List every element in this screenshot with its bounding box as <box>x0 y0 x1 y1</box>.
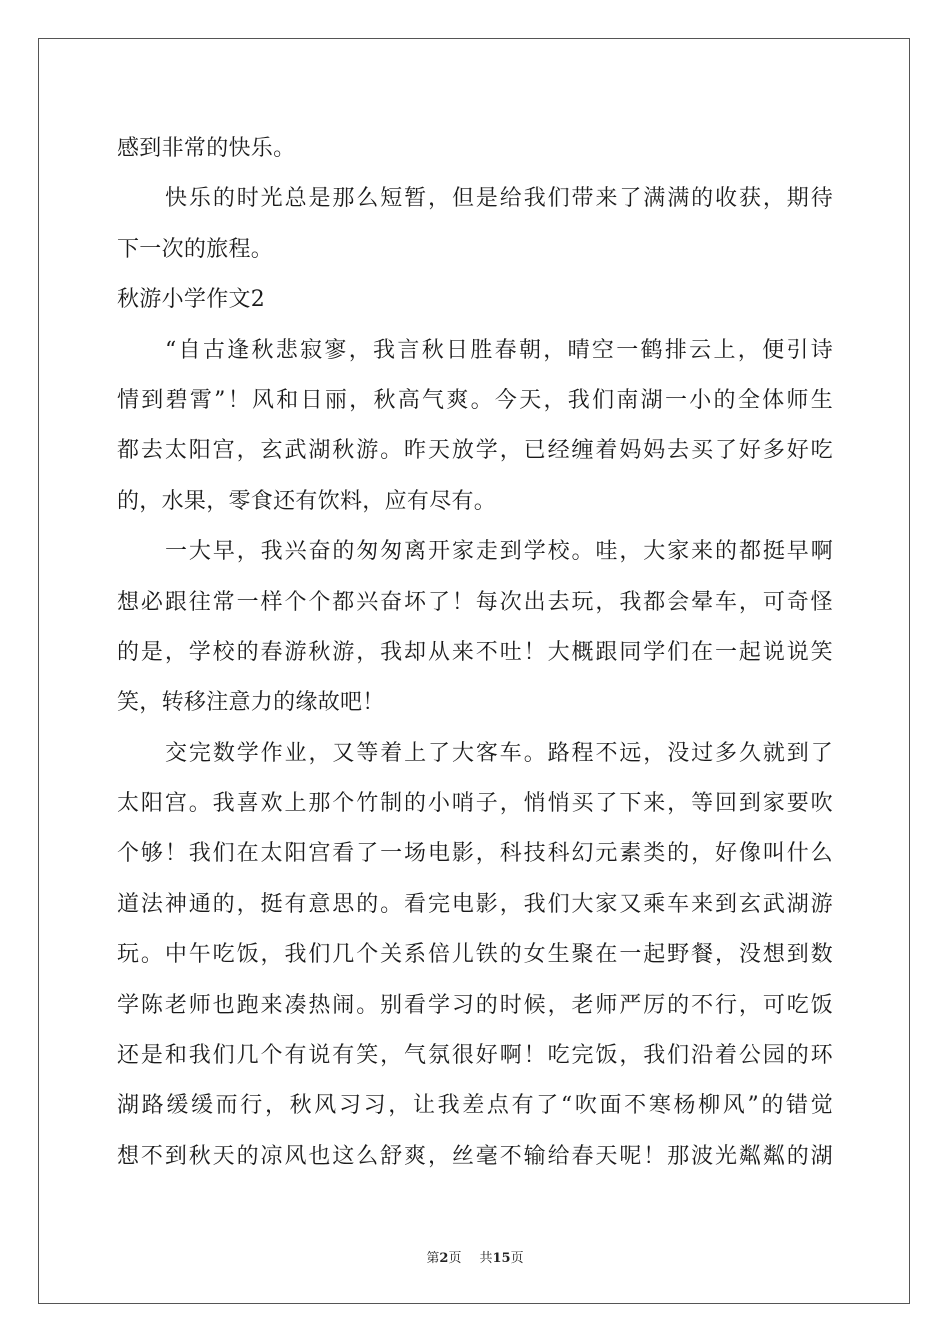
text-line: “自古逢秋悲寂寥，我言秋日胜春朝，晴空一鹤排云上，便引诗 <box>165 337 833 363</box>
footer-total-prefix: 共 <box>479 1251 493 1266</box>
section-heading: 秋游小学作文2 <box>117 287 266 313</box>
text-line: 个够！我们在太阳宫看了一场电影，科技科幻元素类的，好像叫什么 <box>117 841 833 867</box>
text-line: 情到碧霄”！风和日丽，秋高气爽。今天，我们南湖一小的全体师生 <box>117 387 833 413</box>
text-line: 学陈老师也跑来凑热闹。别看学习的时候，老师严厉的不行，可吃饭 <box>117 992 833 1018</box>
document-body <box>117 124 833 1182</box>
text-line: 还是和我们几个有说有笑，气氛很好啊！吃完饭，我们沿着公园的环 <box>117 1043 833 1069</box>
text-line: 想不到秋天的凉风也这么舒爽，丝毫不输给春天呢！那波光粼粼的湖 <box>117 1143 833 1169</box>
text-line: 下一次的旅程。 <box>117 236 274 262</box>
text-line: 交完数学作业，又等着上了大客车。路程不远，没过多久就到了 <box>165 740 833 766</box>
text-line: 湖路缓缓而行，秋风习习，让我差点有了“吹面不寒杨柳风”的错觉 <box>117 1093 833 1119</box>
text-line: 都去太阳宫，玄武湖秋游。昨天放学，已经缠着妈妈去买了好多好吃 <box>117 438 833 464</box>
text-line: 快乐的时光总是那么短暂，但是给我们带来了满满的收获，期待 <box>165 186 833 212</box>
current-page-number: 2 <box>439 1251 449 1266</box>
page-footer <box>0 1247 950 1266</box>
text-line: 笑，转移注意力的缘故吧！ <box>117 690 385 716</box>
text-line: 想必跟往常一样个个都兴奋坏了！每次出去玩，我都会晕车，可奇怪 <box>117 589 833 615</box>
text-line: 的，水果，零食还有饮料，应有尽有。 <box>117 488 497 514</box>
text-line: 感到非常的快乐。 <box>117 136 296 161</box>
text-line: 道法神通的，挺有意思的。看完电影，我们大家又乘车来到玄武湖游 <box>117 891 833 917</box>
text-line: 太阳宫。我喜欢上那个竹制的小哨子，悄悄买了下来，等回到家要吹 <box>117 791 833 817</box>
text-line: 玩。中午吃饭，我们几个关系倍儿铁的女生聚在一起野餐，没想到数 <box>117 942 833 968</box>
footer-prefix: 第 <box>426 1251 440 1266</box>
text-line: 一大早，我兴奋的匆匆离开家走到学校。哇，大家来的都挺早啊 <box>165 539 833 565</box>
footer-total-suffix: 页 <box>510 1251 524 1266</box>
footer-page-suffix: 页 <box>448 1251 462 1266</box>
total-page-number: 15 <box>492 1251 511 1266</box>
text-line: 的是，学校的春游秋游，我却从来不吐！大概跟同学们在一起说说笑 <box>117 639 833 665</box>
